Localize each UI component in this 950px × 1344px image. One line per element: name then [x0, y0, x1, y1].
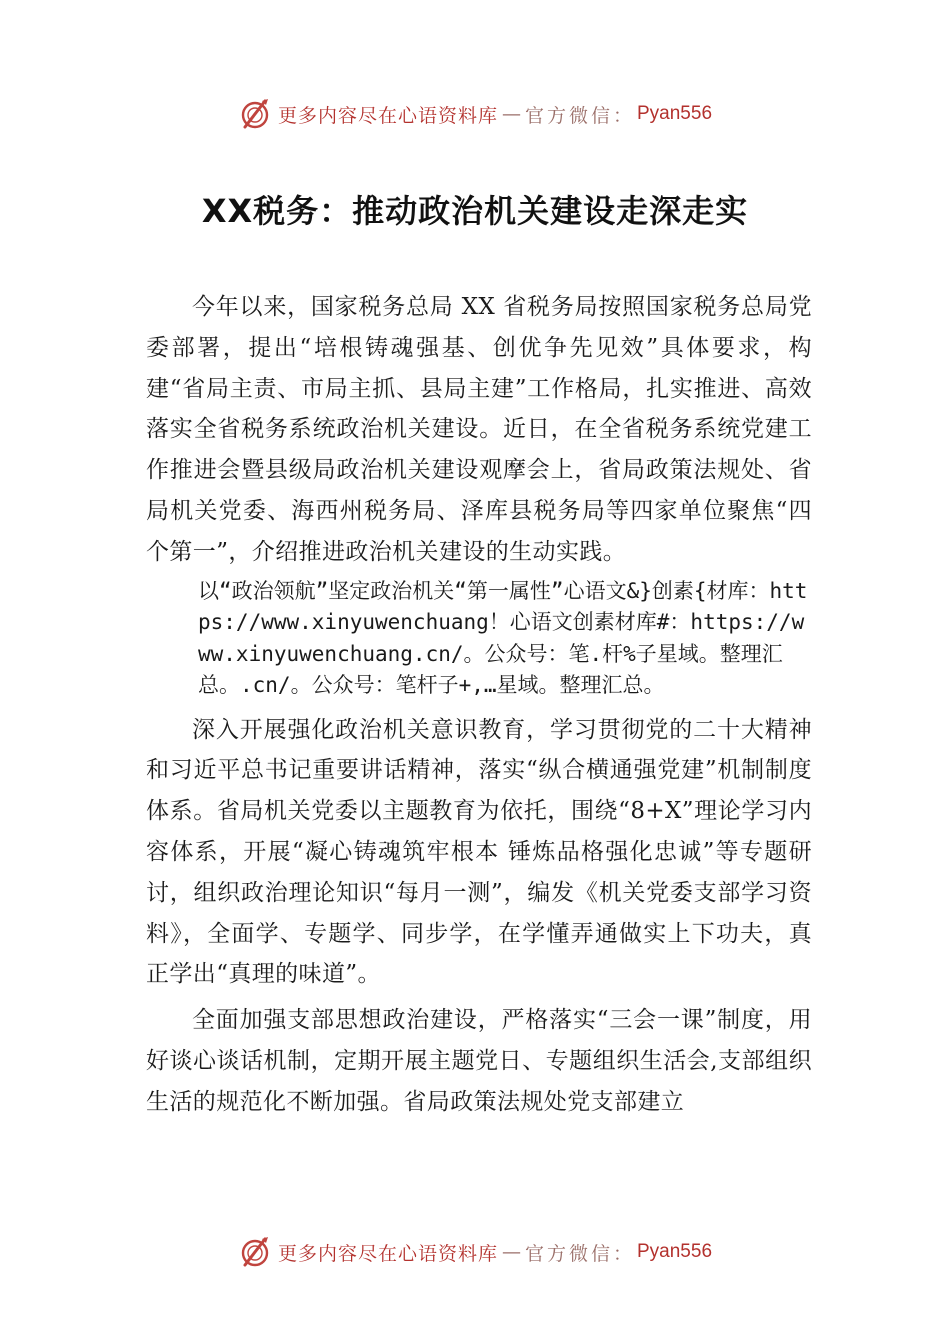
- header-watermark-banner: [0, 94, 950, 134]
- document-body: [146, 287, 812, 1123]
- banner-separator: —: [501, 103, 521, 125]
- banner-text: 更多内容尽在心语资料库: [277, 1242, 498, 1265]
- banner-wechat-id: Pyan556: [637, 103, 713, 124]
- document-title: XX税务：推动政治机关建设走深走实: [201, 192, 749, 230]
- pen-logo-icon: [238, 1235, 272, 1269]
- paragraph-education: 深入开展强化政治机关意识教育，学习贯彻党的二十大精神和习近平总书记重要讲话精神，落实“纵合横通强党建”机制制度体系。省局机关党委以主题教育为依托，围绕“8+X”理论学习内容体系，开展“凝心铸魂筑牢根本 锤炼品格强化忠诚”等专题研讨，组织政治理论知识“每月一测”，编发《机关党委支部学习资料》，全面学、专题学、同步学，在学懂弄通做实上下功夫，真正学出“真理的味道”。: [146, 716, 812, 988]
- paragraph-branch: 全面加强支部思想政治建设，严格落实“三会一课”制度，用好谈心谈话机制，定期开展主题党日、专题组织生活会,支部组织生活的规范化不断加强。省局政策法规处党支部建立: [146, 1007, 812, 1115]
- banner-separator: —: [501, 1241, 521, 1263]
- pen-logo-icon: [238, 97, 272, 131]
- banner-wechat-id: Pyan556: [637, 1241, 713, 1262]
- banner-text: 更多内容尽在心语资料库: [277, 104, 498, 127]
- banner-official-label: 官方微信：: [524, 1242, 635, 1265]
- footer-watermark-banner: [0, 1232, 950, 1272]
- paragraph-intro: 今年以来，国家税务总局 XX 省税务局按照国家税务总局党委部署，提出“培根铸魂强基、创优争先见效”具体要求，构建“省局主责、市局主抓、县局主建”工作格局，扎实推进、高效落实全省税务系统政治机关建设。近日，在全省税务系统党建工作推进会暨县级局政治机关建设观摩会上，省局政策法规处、省局机关党委、海西州税务局、泽库县税务局等四家单位聚焦“四个第一”，介绍推进政治机关建设的生动实践。: [146, 294, 812, 565]
- paragraph-subheading-quote: 以“政治领航”坚定政治机关“第一属性”心语文&}创素{材库：https://www.xinyuwenchuang！心语文创素材库#：https://www.xinyuwenchuang.cn/。公众号：笔.杆%子星域。整理汇总。.cn/。公众号：笔杆子+,…星域。整理汇总。: [198, 578, 808, 698]
- banner-official-label: 官方微信：: [524, 104, 635, 127]
